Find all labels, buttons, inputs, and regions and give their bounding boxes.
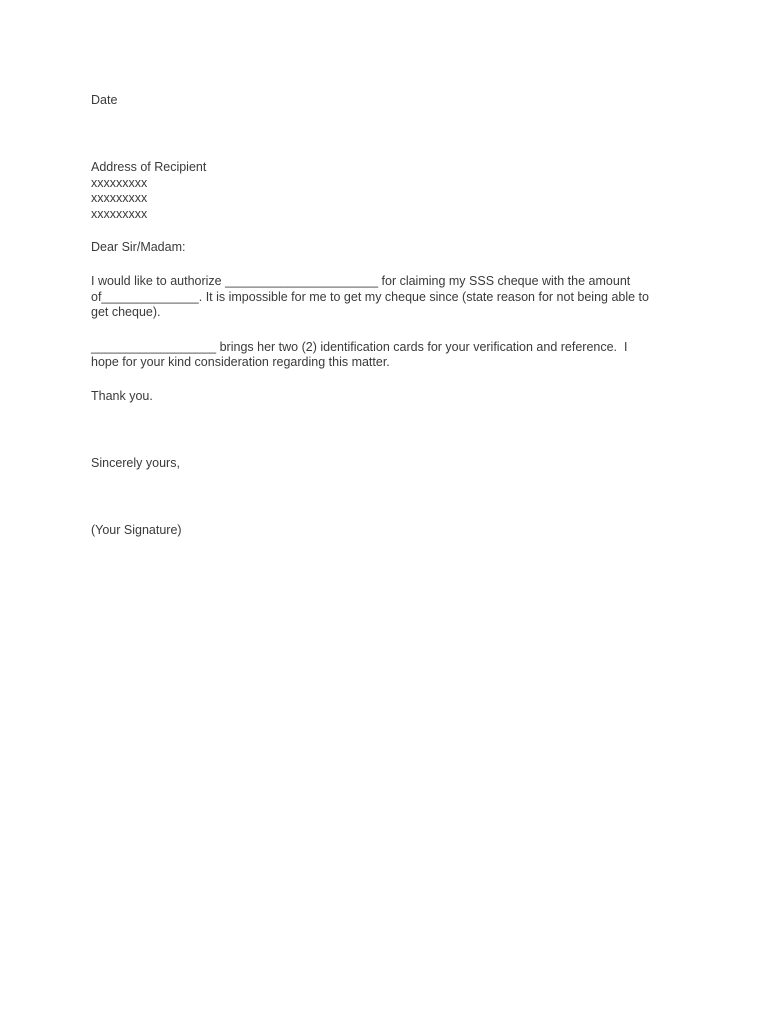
date-line: Date	[91, 93, 118, 107]
paragraph1-line-2: of______________. It is impossible for me to get my cheque since (state reason for not being able to	[91, 290, 649, 304]
signature-line: (Your Signature)	[91, 523, 182, 537]
recipient-address-line-2: xxxxxxxxx	[91, 191, 148, 205]
paragraph1-line-3: get cheque).	[91, 305, 161, 319]
thanks-line: Thank you.	[91, 389, 153, 403]
recipient-label: Address of Recipient	[91, 160, 207, 174]
paragraph1-line-1: I would like to authorize ______________________ for claiming my SSS cheque with the amount	[91, 274, 631, 288]
paragraph2-line-1: __________________ brings her two (2) identification cards for your verification and reference. I	[91, 340, 628, 354]
recipient-address-line-3: xxxxxxxxx	[91, 207, 148, 221]
closing-line: Sincerely yours,	[91, 456, 180, 470]
recipient-address-line-1: xxxxxxxxx	[91, 176, 148, 190]
salutation: Dear Sir/Madam:	[91, 240, 186, 254]
paragraph2-line-2: hope for your kind consideration regarding this matter.	[91, 355, 390, 369]
